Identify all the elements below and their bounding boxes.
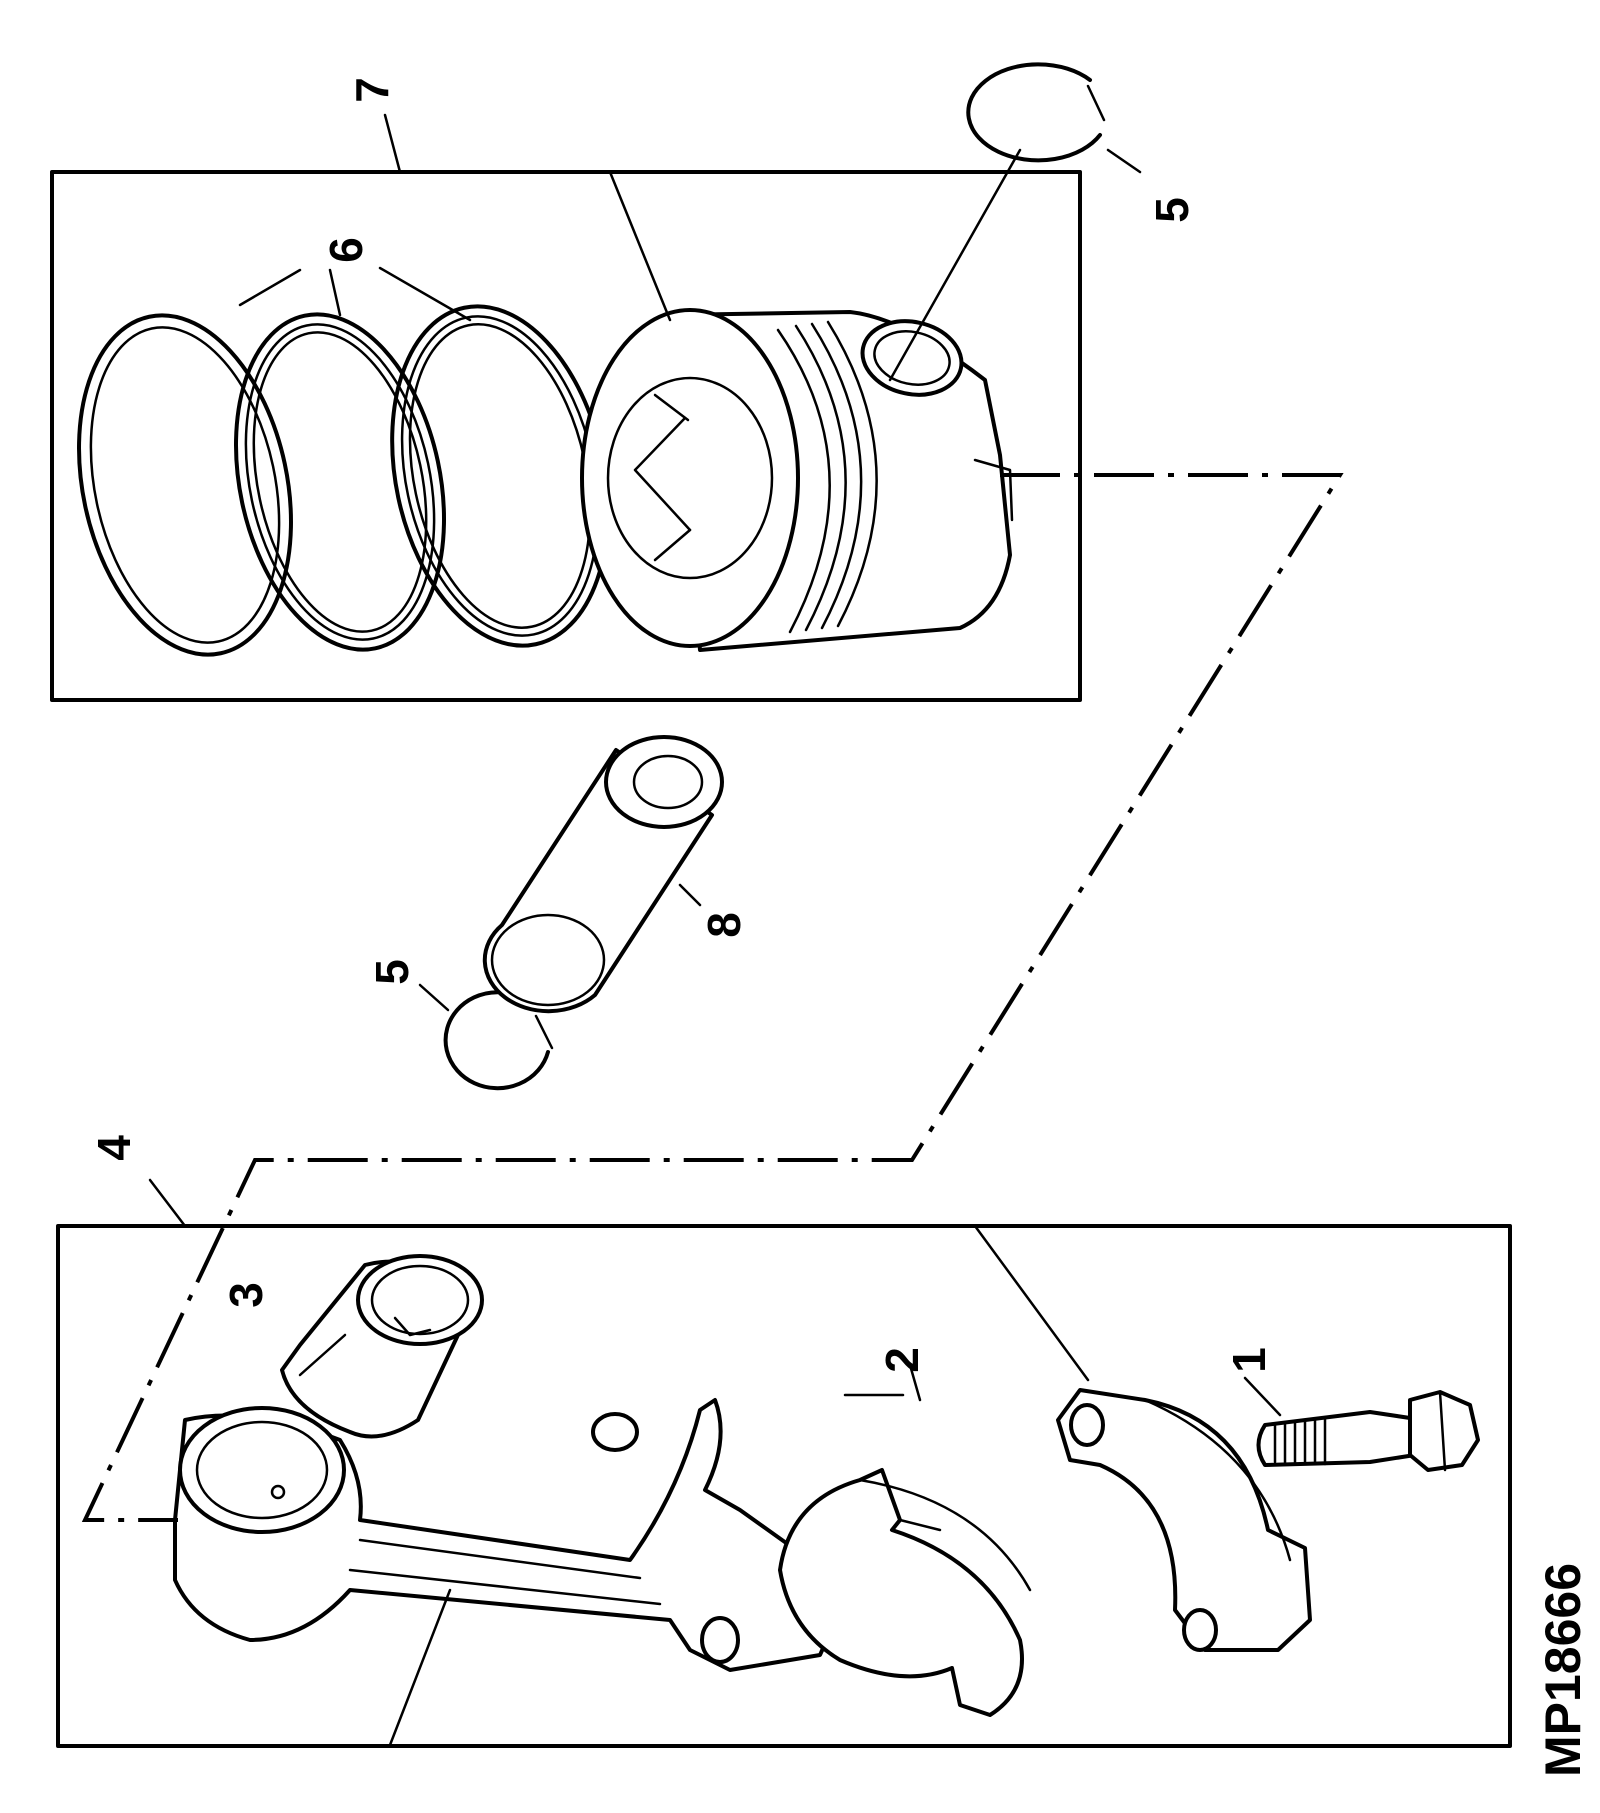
callout-4: 4 [88, 1135, 140, 1161]
figure-code: MP18666 [1535, 1562, 1591, 1778]
connecting-rod-bolt [1259, 1392, 1479, 1470]
callout-1: 1 [1223, 1347, 1275, 1373]
retaining-clip-top [968, 64, 1104, 160]
piston-pin-bushing [282, 1256, 482, 1436]
connecting-rod [175, 1400, 840, 1670]
connecting-rod-bearing [780, 1470, 1030, 1715]
callout-5-top: 5 [1146, 197, 1198, 223]
callout-5-bottom: 5 [366, 959, 418, 985]
piston-pin [485, 737, 722, 1011]
callout-6: 6 [320, 237, 372, 263]
piston [582, 310, 1012, 650]
callout-3: 3 [220, 1282, 272, 1308]
callout-7: 7 [346, 77, 398, 103]
callout-8: 8 [698, 912, 750, 938]
callout-2: 2 [876, 1347, 928, 1373]
